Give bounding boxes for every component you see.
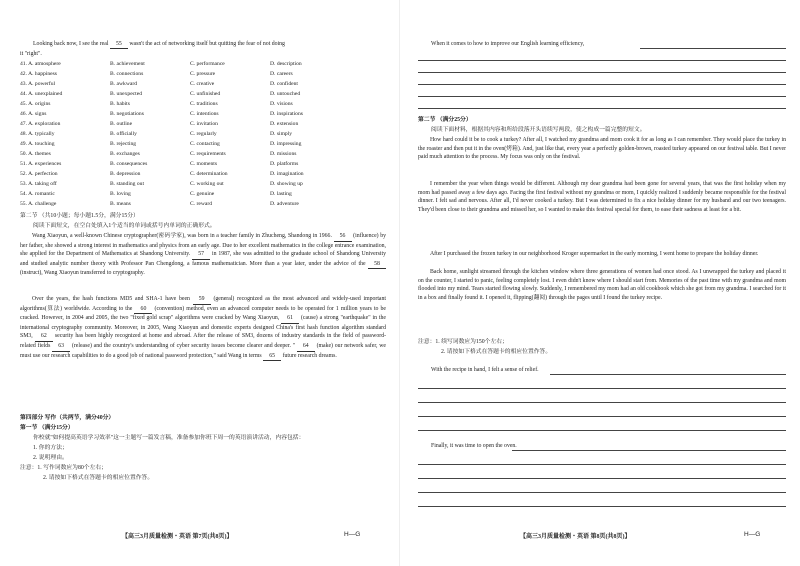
option-a: 41. A. atmosphere (20, 61, 61, 67)
blank-55: 55 (110, 40, 128, 49)
blank-56: 56 (334, 232, 352, 242)
section2-instructions: 阅读下面短文，在空白处填入1个适当的单词或括号内单词的正确形式。 (33, 223, 216, 229)
option-a: 44. A. unexplained (20, 91, 63, 97)
option-c: C. unfinished (190, 91, 221, 97)
option-a: 51. A. experiences (20, 161, 62, 167)
writing-item-1: 1. 你的方法； (33, 445, 68, 451)
option-a: 42. A. happiness (20, 71, 57, 77)
option-d: D. impressing (270, 141, 302, 147)
answer-line (418, 464, 786, 465)
option-a: 53. A. taking off (20, 181, 57, 187)
page-footer-8: 【高三3月质量检测・英语 第8页(共8页)】 (520, 534, 631, 540)
question-row (20, 80, 390, 89)
story-paragraph-1: How hard could it be to cook a turkey? After all, I watched my grandma and mom cook it for as long as I can remember. They would place the turkey in the roaster and then put it in the oven(烤箱). And, just like that, every year a perfectly golden-brown, roasted turkey appeared on our festival table. But I never paid much attention to the process. My focus was only on the festival. (418, 137, 786, 161)
answer-line (550, 374, 786, 375)
option-c: C. creative (190, 81, 215, 87)
blank-59: 59 (193, 295, 211, 305)
option-d: D. adventure (270, 201, 299, 207)
option-b: B. standing out (110, 181, 145, 187)
question-row (20, 180, 390, 189)
blank-64: 64 (297, 342, 315, 352)
option-b: B. exchanges (110, 151, 140, 157)
option-c: C. working out (190, 181, 224, 187)
option-c: C. reward (190, 201, 213, 207)
option-b: B. means (110, 201, 131, 207)
question-row (20, 70, 390, 79)
blank-63: 63 (52, 342, 70, 352)
page-8 (400, 0, 800, 566)
page-code-8: H—G (744, 531, 761, 538)
writing-note-2: 2. 请按如下格式在答题卡的相应位置作答。 (43, 475, 154, 481)
passage-paragraph-2: Over the years, the hash functions MD5 and SHA-1 have been 59 (general) recognized as the most advanced and widely-used important algorithms(算法) worldwide. According to the 60 (convention) method, even an advanced computer needs to be operated for 1 million years to be cracked. However, in 2004 and 2005, the two "fixed gold scrap" algorithms were cracked by Wang Xiaoyun, 61 (cause) a strong "earthquake" in the international cryptography community. Moreover, in 2005, Wang Xiaoyun and domestic experts designed China's first hash function algorithm standard SM3, 62 security has been highly recognized at home and abroad. After the release of SM3, dozens of industry standards in the field of password-related fields 63 (release) and the country's understanding of cyber security issues become clearer and deeper. " 64 (make) our network safer, we must use our research capabilities to do a good job of national password protection," said Wang in terms 65 future research dreams. (20, 295, 386, 361)
option-a: 49. A. touching (20, 141, 55, 147)
option-b: B. loving (110, 191, 131, 197)
option-b: B. connections (110, 71, 144, 77)
option-d: D. imagination (270, 171, 304, 177)
option-a: 54. A. romantic (20, 191, 55, 197)
option-b: B. unexpected (110, 91, 142, 97)
option-d: D. platforms (270, 161, 299, 167)
option-a: 48. A. typically (20, 131, 55, 137)
option-b: B. officially (110, 131, 137, 137)
option-d: D. simply (270, 131, 293, 137)
option-d: D. extension (270, 121, 299, 127)
option-a: 52. A. perfection (20, 171, 58, 177)
question-row (20, 150, 390, 159)
option-b: B. awkward (110, 81, 138, 87)
answer-line (418, 72, 786, 73)
option-a: 50. A. themes (20, 151, 51, 157)
option-b: B. consequences (110, 161, 148, 167)
option-d: D. visions (270, 101, 293, 107)
option-c: C. regularly (190, 131, 217, 137)
story-paragraph-3: After I purchased the frozen turkey in our neighborhood Kroger supermarket in the early morning, I went home to prepare the holiday dinner. (430, 251, 759, 257)
blank-58: 58 (368, 260, 386, 270)
option-c: C. requirements (190, 151, 226, 157)
story-paragraph-2: I remember the year when things would be different. Although my dear grandma had been gone for several years, that was the first holiday when my mom had passed away a few days ago. Facing the first festival without my grandma or mom, I quickly realized I suddenly became responsible for the festival dinner. I felt sad and nervous. After all, I'd never cooked a turkey. But I was determined to fix a nice holiday dinner for my husband and our two teenagers. They'd been close to their grandma and missed her, so I wanted to make this festival special for them, to ease their sadness at least for a bit. (418, 181, 786, 213)
option-b: B. negotiations (110, 111, 144, 117)
option-d: D. careers (270, 71, 293, 77)
writing-section1-instructions: 你校就"如何提高英语学习效率"这一主题写一篇发言稿，准备参加你班下周一的英语演讲活动，内容包括： (33, 435, 305, 441)
option-a: 55. A. challenge (20, 201, 57, 207)
option-c: C. genuine (190, 191, 215, 197)
answer-line (418, 84, 786, 85)
continuation-instructions: 阅读下面材料，根据其内容和所给段落开头语续写两段，使之构成一篇完整的短文。 (431, 127, 646, 133)
continuation-note-1: 注意：1. 续写词数应为150个左右； (418, 339, 508, 345)
writing-note-1: 注意：1. 写作词数应为80个左右； (20, 465, 107, 471)
option-a: 46. A. signs (20, 111, 47, 117)
option-b: B. depression (110, 171, 141, 177)
question-row (20, 130, 390, 139)
story-paragraph-4: Back home, sunlight streamed through the kitchen window where three generations of women had once stood. As I unwrapped the turkey and placed it on the counter, I started to panic, feeling completely lost. I even didn't know where I should start from. Memories of the past time with my grandma and mom flooded into my mind. Tears started flowing slowly. Suddenly, I remembered my mom had an old cookbook which she got from my grandma. I searched for it in a box and finally found it. I opened it, flipping(翻阅) through the pages until I found the turkey recipe. (418, 269, 786, 301)
question-row (20, 90, 390, 99)
continuation-section-title: 第二节 （满分25分） (418, 117, 472, 123)
writing-item-2: 2. 说明理由。 (33, 455, 68, 461)
continuation-prompt-1: With the recipe in hand, I felt a sense of relief. (431, 367, 539, 373)
answer-line (418, 402, 786, 403)
question-row (20, 140, 390, 149)
option-c: C. contacting (190, 141, 220, 147)
page-code-7: H—G (344, 531, 361, 538)
option-d: D. description (270, 61, 302, 67)
question-row (20, 110, 390, 119)
option-d: D. confident (270, 81, 298, 87)
answer-line (640, 48, 786, 49)
option-a: 45. A. origins (20, 101, 51, 107)
answer-line (418, 416, 786, 417)
option-c: C. traditions (190, 101, 218, 107)
continuation-note-2: 2. 请按如下格式在答题卡的相应位置作答。 (441, 349, 552, 355)
option-c: C. intentions (190, 111, 219, 117)
question-row (20, 170, 390, 179)
writing-section1-title: 第一节 （满分15分） (20, 425, 74, 431)
answer-line (418, 492, 786, 493)
blank-57: 57 (192, 250, 210, 260)
option-d: D. missions (270, 151, 297, 157)
option-d: D. untouched (270, 91, 301, 97)
blank-62: 62 (35, 332, 53, 342)
intro-line-2: it "right". (20, 51, 42, 57)
answer-line (418, 430, 786, 431)
question-row (20, 100, 390, 109)
option-d: D. inspirations (270, 111, 303, 117)
answer-line (418, 108, 786, 109)
question-row (20, 160, 390, 169)
blank-60: 60 (134, 305, 152, 315)
answer-line (418, 96, 786, 97)
blank-61: 61 (281, 314, 299, 324)
question-row (20, 120, 390, 129)
intro-line-1: Looking back now, I see the real 55 wasn't the act of networking itself but quitting the fear of not doing (33, 41, 285, 47)
answer-line (418, 478, 786, 479)
question-row (20, 190, 390, 199)
option-c: C. invitation (190, 121, 218, 127)
answer-line (418, 388, 786, 389)
option-c: C. pressure (190, 71, 216, 77)
option-a: 47. A. exploration (20, 121, 61, 127)
option-b: B. outline (110, 121, 133, 127)
answer-line (418, 60, 786, 61)
part4-title: 第四部分 写作（共两节，满分40分） (20, 415, 115, 421)
section2-title: 第二节 （共10小题；每小题1.5分，满分15分） (20, 213, 139, 219)
option-a: 43. A. powerful (20, 81, 56, 87)
option-c: C. performance (190, 61, 225, 67)
option-c: C. determination (190, 171, 228, 177)
option-b: B. achievement (110, 61, 145, 67)
writing-opening-sentence: When it comes to how to improve our English learning efficiency, (431, 41, 585, 47)
answer-line (418, 506, 786, 507)
blank-65: 65 (263, 352, 281, 362)
option-c: C. moments (190, 161, 218, 167)
question-row (20, 60, 390, 69)
answer-line (512, 450, 786, 451)
option-b: B. rejecting (110, 141, 137, 147)
option-b: B. habits (110, 101, 130, 107)
continuation-prompt-2: Finally, it was time to open the oven. (431, 443, 517, 449)
option-d: D. showing up (270, 181, 303, 187)
option-d: D. lasting (270, 191, 292, 197)
question-row (20, 200, 390, 209)
page-footer-7: 【高三3月质量检测・英语 第7页(共8页)】 (122, 534, 233, 540)
passage-paragraph-1: Wang Xiaoyun, a well-known Chinese cryptographer(密码学家), was born in a teacher family in Zhucheng, Shandong in 1966. 56 (influence) by her father, she showed a strong interest in mathematics and physics from an early age. Due to her excellent mathematics in the college entrance examination, she applied for the Department of Mathematics at Shandong University. 57 in 1987, she was admitted to the graduate school of Shandong University and studied analytic number theory with Professor Pan Chengdong, a famous mathematician. More than a year later, under the advice of the 58 (instruct), Wang Xiaoyun transferred to cryptography. (20, 233, 387, 277)
